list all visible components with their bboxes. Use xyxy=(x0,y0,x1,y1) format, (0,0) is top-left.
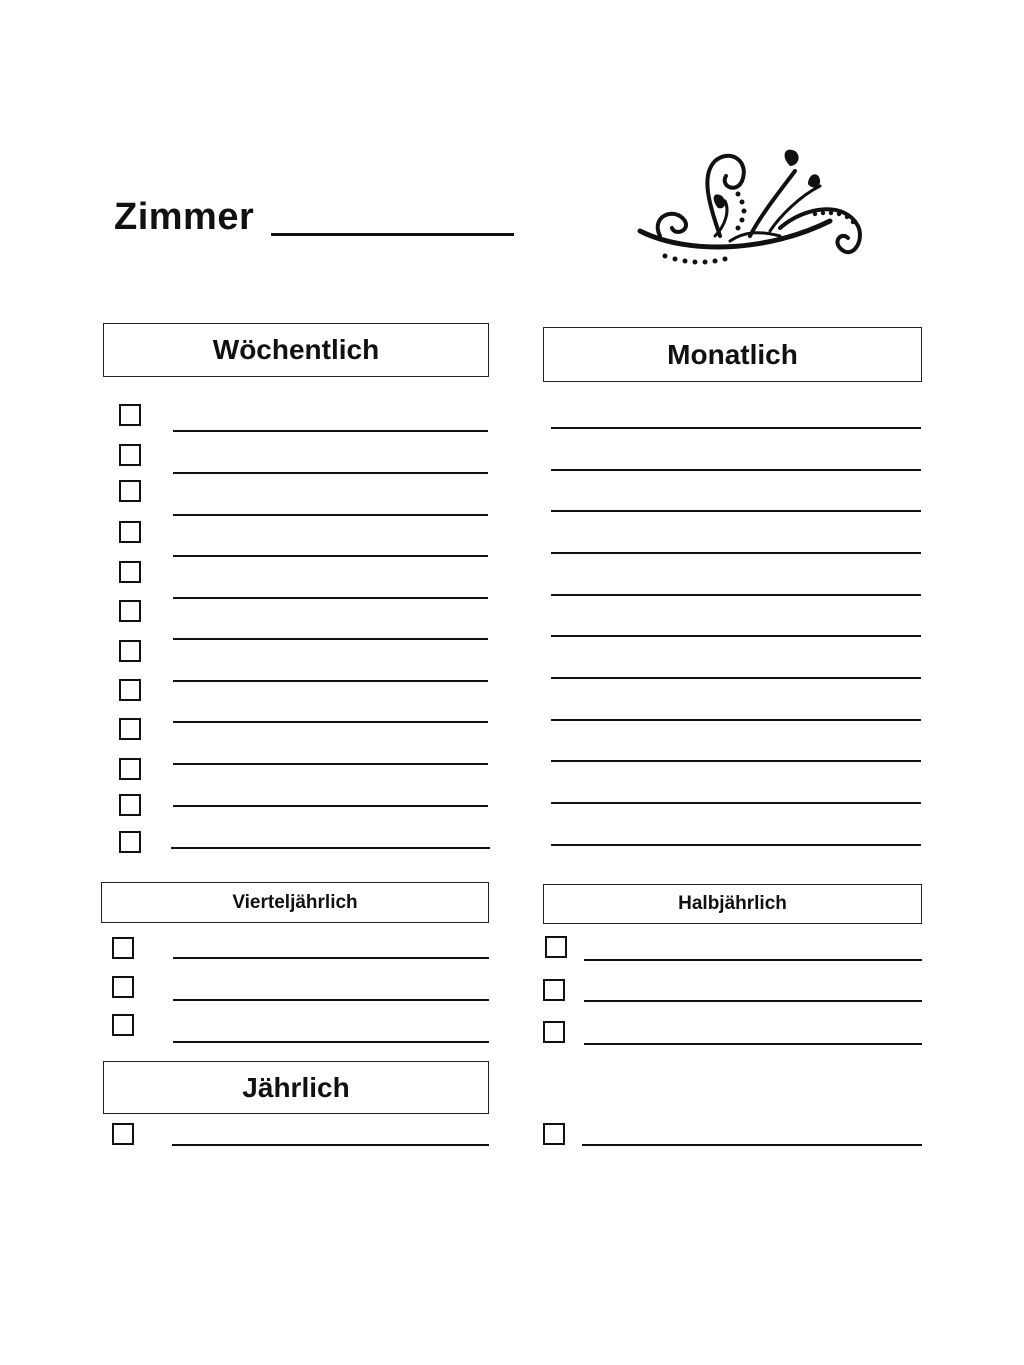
task-line[interactable] xyxy=(582,1144,922,1146)
checkbox[interactable] xyxy=(543,979,565,1001)
weekly-header: Wöchentlich xyxy=(103,323,489,377)
checkbox[interactable] xyxy=(119,444,141,466)
task-line[interactable] xyxy=(584,1000,922,1002)
task-line[interactable] xyxy=(173,597,488,599)
yearly-header: Jährlich xyxy=(103,1061,489,1114)
checkbox[interactable] xyxy=(543,1021,565,1043)
task-line[interactable] xyxy=(551,552,921,554)
checkbox[interactable] xyxy=(112,976,134,998)
task-line[interactable] xyxy=(551,677,921,679)
flourish-ornament-icon xyxy=(630,136,870,266)
task-line[interactable] xyxy=(551,760,921,762)
halfyearly-header: Halbjährlich xyxy=(543,884,922,924)
task-line[interactable] xyxy=(584,1043,922,1045)
checkbox[interactable] xyxy=(119,521,141,543)
checkbox[interactable] xyxy=(119,679,141,701)
task-line[interactable] xyxy=(551,469,921,471)
room-name-line[interactable] xyxy=(271,233,514,236)
task-line[interactable] xyxy=(173,957,489,959)
checkbox[interactable] xyxy=(112,1123,134,1145)
quarterly-header: Vierteljährlich xyxy=(101,882,489,923)
task-line[interactable] xyxy=(173,680,488,682)
checkbox[interactable] xyxy=(112,937,134,959)
task-line[interactable] xyxy=(551,635,921,637)
task-line[interactable] xyxy=(173,430,488,432)
task-line[interactable] xyxy=(551,844,921,846)
checkbox[interactable] xyxy=(119,480,141,502)
task-line[interactable] xyxy=(173,638,488,640)
task-line[interactable] xyxy=(173,999,489,1001)
task-line[interactable] xyxy=(172,1144,489,1146)
page-title: Zimmer xyxy=(114,196,255,238)
checkbox[interactable] xyxy=(119,758,141,780)
task-line[interactable] xyxy=(171,847,490,849)
task-line[interactable] xyxy=(173,721,488,723)
checkbox[interactable] xyxy=(119,794,141,816)
task-line[interactable] xyxy=(551,427,921,429)
checkbox[interactable] xyxy=(119,404,141,426)
task-line[interactable] xyxy=(173,805,488,807)
task-line[interactable] xyxy=(584,959,922,961)
checkbox[interactable] xyxy=(545,936,567,958)
task-line[interactable] xyxy=(551,594,921,596)
task-line[interactable] xyxy=(173,514,488,516)
task-line[interactable] xyxy=(173,555,488,557)
task-line[interactable] xyxy=(173,472,488,474)
monthly-header: Monatlich xyxy=(543,327,922,382)
task-line[interactable] xyxy=(551,802,921,804)
task-line[interactable] xyxy=(551,510,921,512)
checkbox[interactable] xyxy=(119,640,141,662)
checkbox[interactable] xyxy=(119,718,141,740)
checkbox[interactable] xyxy=(119,600,141,622)
checkbox[interactable] xyxy=(112,1014,134,1036)
checkbox[interactable] xyxy=(119,831,141,853)
checkbox[interactable] xyxy=(119,561,141,583)
checkbox[interactable] xyxy=(543,1123,565,1145)
task-line[interactable] xyxy=(551,719,921,721)
task-line[interactable] xyxy=(173,1041,489,1043)
task-line[interactable] xyxy=(173,763,488,765)
